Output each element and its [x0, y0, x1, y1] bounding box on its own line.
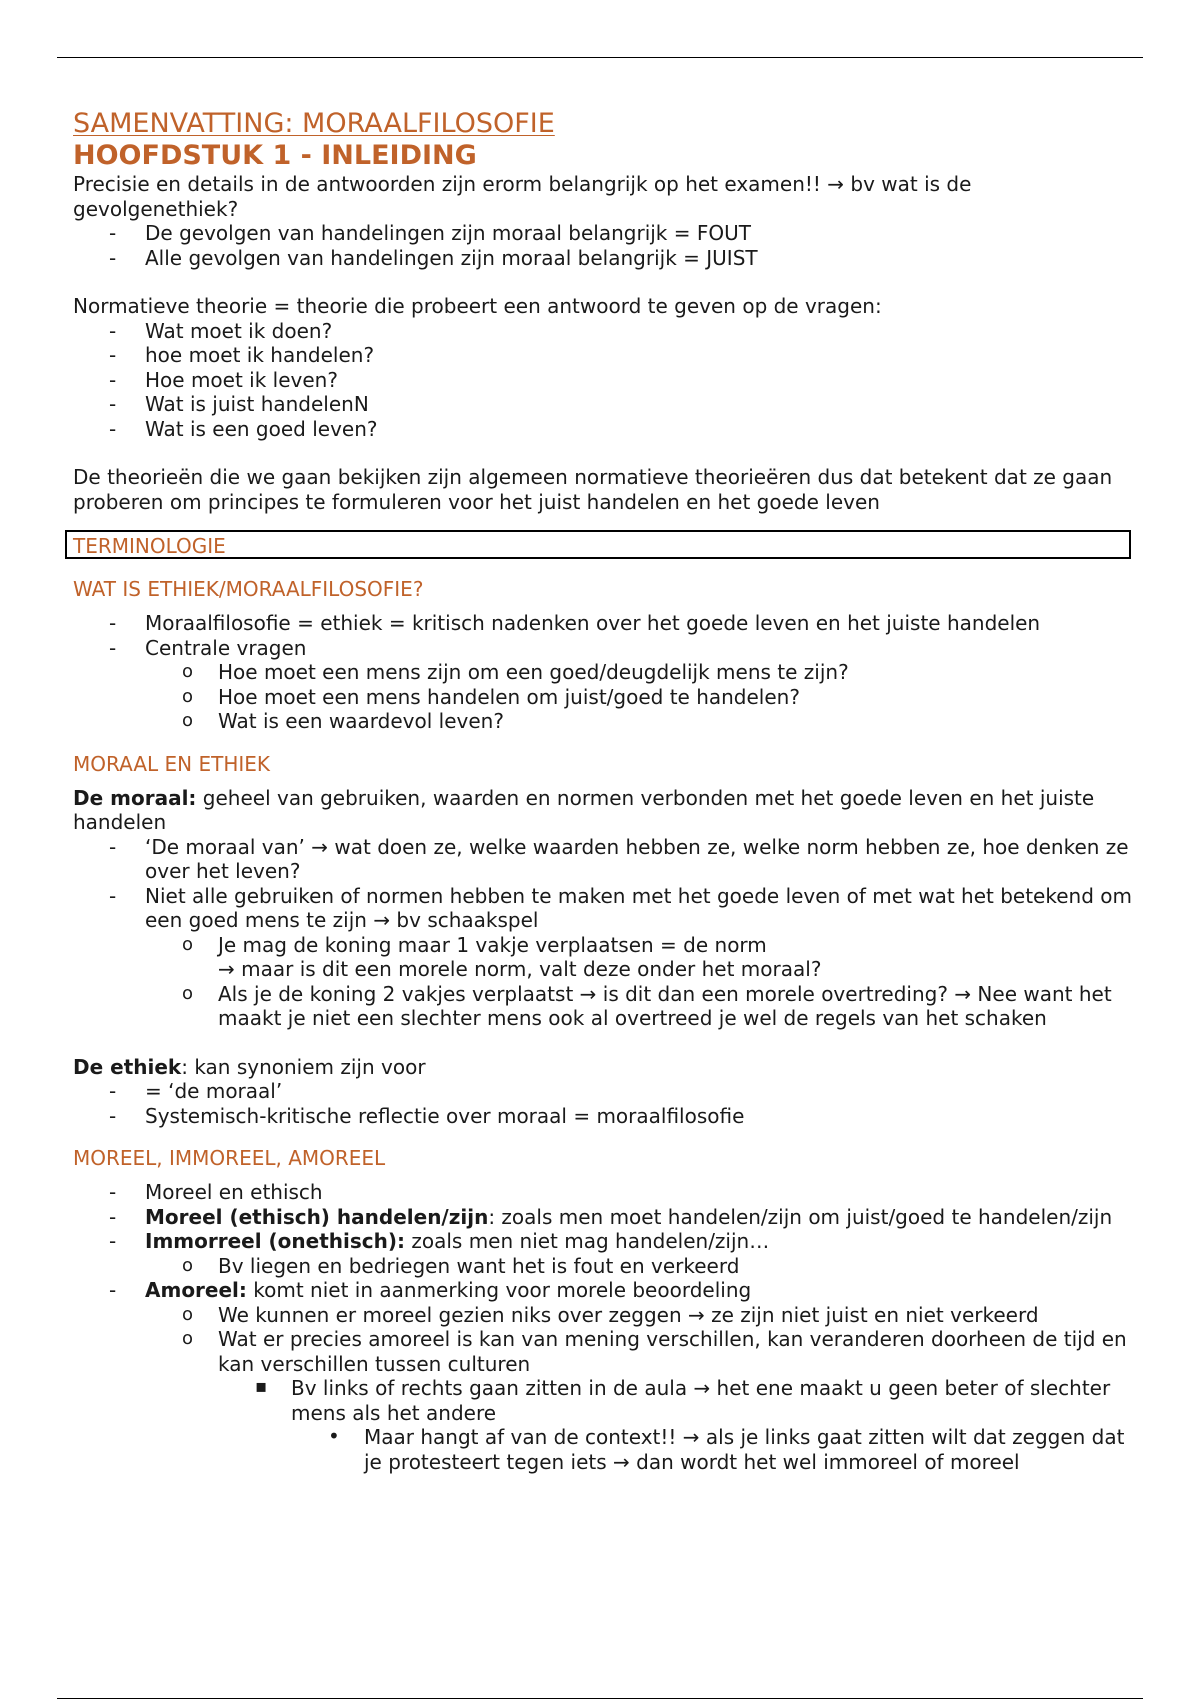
- normative-text: Normatieve theorie = theorie die probeert een antwoord te geven op de vragen:: [73, 294, 882, 318]
- document-title: SAMENVATTING: MORAALFILOSOFIE: [73, 108, 555, 139]
- list-item: - Amoreel: komt niet in aanmerking voor morele beoordeling: [109, 1278, 752, 1302]
- footer-rule: [57, 1698, 1143, 1699]
- intro-text: Precisie en details in de antwoorden zijn erorm belangrijk op het examen!! → bv wat is de gevolgenethiek?: [73, 172, 972, 221]
- moraal-list: [73, 835, 1133, 1031]
- list-item: - Wat is juist handelenN: [109, 392, 369, 416]
- list-item: - Niet alle gebruiken of normen hebben te maken met het goede leven of met wat het betekend om een goed mens te zijn → bv schaakspel: [109, 883, 1132, 932]
- list-item: o We kunnen er moreel gezien niks over zeggen → ze zijn niet juist en niet verkeerd: [182, 1302, 1039, 1327]
- list-item: - Wat is een goed leven?: [109, 416, 378, 441]
- list-item: • Maar hangt af van de context!! → als je links gaat zitten wilt dat zeggen dat je protesteert tegen iets → dan wordt het wel immoreel of moreel: [328, 1424, 1125, 1474]
- normative-list: [73, 319, 1133, 442]
- list-item: - Immorreel (onethisch): zoals men niet mag handelen/zijn…: [109, 1229, 770, 1253]
- moreel-list: [73, 1180, 1133, 1474]
- list-item: - Moraalfilosofie = ethiek = kritisch nadenken over het goede leven en het juiste handelen: [109, 611, 1041, 635]
- list-item: ▪ Bv links of rechts gaan zitten in de aula → het ene maakt u geen beter of slechter mens als het andere: [255, 1376, 1111, 1425]
- ethiek-definition: De ethiek: kan synoniem zijn voor: [73, 1054, 426, 1079]
- ethics-list: [73, 611, 1133, 734]
- list-item: - De gevolgen van handelingen zijn moraal belangrijk = FOUT: [109, 221, 751, 245]
- section-heading-terminologie: TERMINOLOGIE: [65, 530, 1131, 559]
- intro-list: [73, 221, 1133, 270]
- document-page: [73, 108, 1133, 1474]
- list-item: o Wat is een waardevol leven?: [182, 709, 504, 733]
- list-item: - ‘De moraal van’ → wat doen ze, welke waarden hebben ze, welke norm hebben ze, hoe denken ze over het leven?: [109, 834, 1129, 883]
- list-item: o Je mag de koning maar 1 vakje verplaatsen = de norm → maar is dit een morele norm, valt deze onder het moraal?: [182, 932, 822, 981]
- list-item: o Als je de koning 2 vakjes verplaatst → is dit dan een morele overtreding? → Nee want het maakt je niet een slechter mens ook al overtreed je wel de regels van het schaken: [182, 981, 1112, 1030]
- list-item: - hoe moet ik handelen?: [109, 343, 375, 367]
- list-item: o Bv liegen en bedriegen want het is fout en verkeerd: [182, 1253, 740, 1278]
- ethiek-list: [73, 1079, 1133, 1128]
- list-item: - Systemisch-kritische reflectie over moraal = moraalfilosofie: [109, 1103, 745, 1128]
- theories-text: De theorieën die we gaan bekijken zijn algemeen normatieve theorieëren dus dat betekent dat ze gaan proberen om principes te formuleren voor het juist handelen en het goede leven: [73, 465, 1113, 514]
- heading-ethiek: WAT IS ETHIEK/MORAALFILOSOFIE?: [73, 577, 424, 601]
- header-rule: [57, 57, 1143, 58]
- list-item: o Hoe moet een mens zijn om een goed/deugdelijk mens te zijn?: [182, 660, 849, 684]
- list-item: - Centrale vragen: [109, 635, 307, 660]
- list-item: - Wat moet ik doen?: [109, 318, 333, 343]
- list-item: - Hoe moet ik leven?: [109, 367, 338, 392]
- list-item: - = ‘de moraal’: [109, 1079, 283, 1103]
- chapter-title: HOOFDSTUK 1 - INLEIDING: [73, 140, 477, 171]
- list-item: - Moreel en ethisch: [109, 1180, 323, 1204]
- list-item: o Hoe moet een mens handelen om juist/goed te handelen?: [182, 684, 800, 709]
- list-item: - Moreel (ethisch) handelen/zijn: zoals men moet handelen/zijn om juist/goed te handelen/zijn: [109, 1204, 1113, 1229]
- list-item: o Wat er precies amoreel is kan van mening verschillen, kan veranderen doorheen de tijd en kan verschillen tussen culturen: [182, 1327, 1127, 1376]
- moraal-definition: De moraal: geheel van gebruiken, waarden en normen verbonden met het goede leven en het juiste handelen: [73, 785, 1095, 834]
- heading-moreel: MOREEL, IMMOREEL, AMOREEL: [73, 1146, 386, 1170]
- heading-moraal: MORAAL EN ETHIEK: [73, 751, 271, 776]
- list-item: - Alle gevolgen van handelingen zijn moraal belangrijk = JUIST: [109, 245, 758, 270]
